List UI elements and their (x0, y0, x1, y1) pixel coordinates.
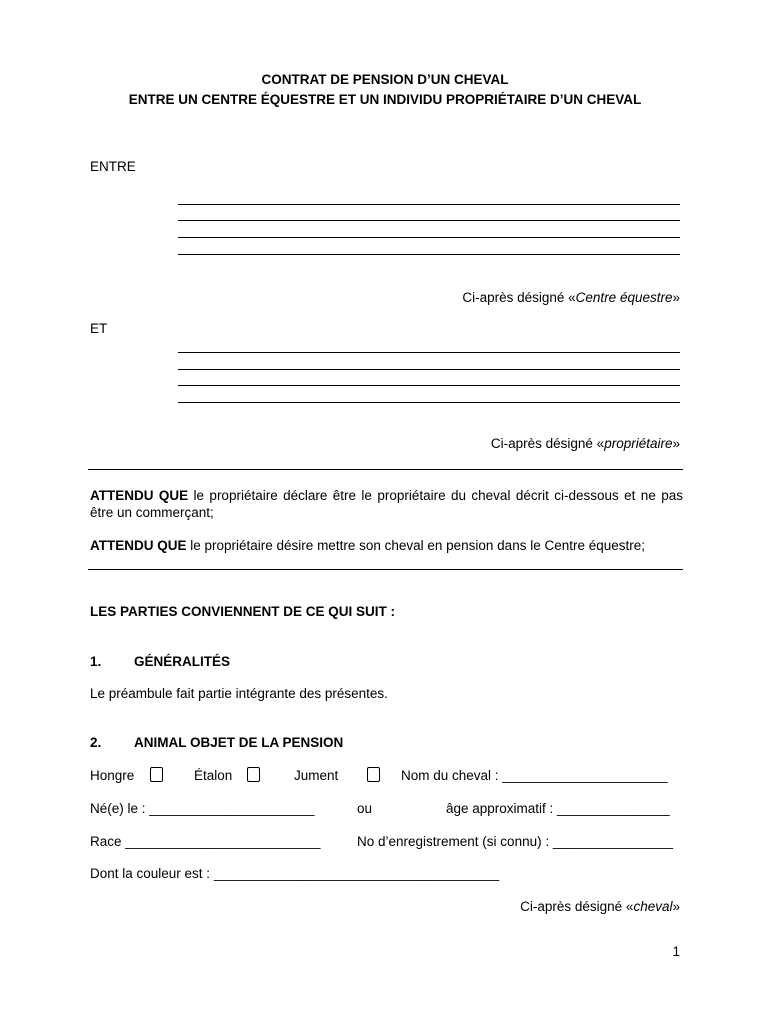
section-1-number: 1. (90, 654, 102, 669)
owner-info-line-2[interactable] (178, 369, 680, 370)
center-designation (462, 290, 680, 305)
section-2-title: ANIMAL OBJET DE LA PENSION (134, 735, 344, 750)
horse-designation (520, 899, 680, 914)
owner-designation-suffix: » (672, 436, 680, 451)
stallion-checkbox[interactable] (247, 767, 260, 782)
divider-bottom (88, 569, 683, 570)
center-info-line-4[interactable] (178, 254, 680, 255)
center-designation-term: Centre équestre (575, 290, 673, 305)
between-label: ENTRE (90, 159, 136, 174)
owner-designation-prefix: Ci-après désigné « (490, 436, 605, 451)
center-info-line-1[interactable] (178, 204, 680, 205)
center-info-line-2[interactable] (178, 220, 680, 221)
gelding-label: Hongre (90, 768, 135, 783)
and-label: ET (90, 321, 108, 336)
document-title-line-2: ENTRE UN CENTRE ÉQUESTRE ET UN INDIVIDU PROPRIÉTAIRE D’UN CHEVAL (128, 92, 642, 107)
section-1-body: Le préambule fait partie intégrante des présentes. (90, 686, 388, 701)
registration-field[interactable]: No d’enregistrement (si connu) : ________________ (357, 834, 673, 849)
horse-designation-suffix: » (672, 899, 680, 914)
owner-designation-term: propriétaire (604, 436, 673, 451)
center-info-line-3[interactable] (178, 237, 680, 238)
divider-top (88, 469, 683, 470)
recital-2-lead: ATTENDU QUE (90, 538, 187, 553)
recital-2-text: le propriétaire désire mettre son cheval en pension dans le Centre équestre; (186, 538, 646, 553)
or-label: ou (357, 801, 373, 816)
page-number: 1 (672, 944, 680, 959)
stallion-label: Étalon (194, 768, 233, 783)
color-field[interactable]: Dont la couleur est : ______________________________________ (90, 866, 500, 881)
owner-designation (491, 436, 680, 451)
recital-2 (90, 537, 683, 554)
birth-date-field[interactable]: Né(e) le : ______________________ (90, 801, 315, 816)
horse-designation-term: cheval (633, 899, 673, 914)
owner-info-line-3[interactable] (178, 385, 680, 386)
section-2-number: 2. (90, 735, 102, 750)
section-1-title: GÉNÉRALITÉS (134, 654, 231, 669)
document-title-line-1: CONTRAT DE PENSION D’UN CHEVAL (261, 72, 509, 87)
approx-age-field[interactable]: âge approximatif : _______________ (446, 801, 670, 816)
gelding-checkbox[interactable] (150, 767, 163, 782)
horse-name-field[interactable]: Nom du cheval : ______________________ (401, 768, 668, 783)
breed-field[interactable]: Race __________________________ (90, 834, 321, 849)
owner-info-line-1[interactable] (178, 352, 680, 353)
recital-1 (90, 487, 683, 521)
recital-1-text: le propriétaire déclare être le propriétaire du cheval décrit ci-dessous et ne pas être un commerçant; (90, 488, 683, 520)
recital-1-lead: ATTENDU QUE (90, 488, 189, 503)
center-designation-prefix: Ci-après désigné « (462, 290, 576, 305)
agreement-heading: LES PARTIES CONVIENNENT DE CE QUI SUIT : (90, 604, 396, 619)
center-designation-suffix: » (672, 290, 680, 305)
mare-label: Jument (294, 768, 339, 783)
owner-info-line-4[interactable] (178, 402, 680, 403)
mare-checkbox[interactable] (367, 767, 380, 782)
horse-designation-prefix: Ci-après désigné « (520, 899, 634, 914)
